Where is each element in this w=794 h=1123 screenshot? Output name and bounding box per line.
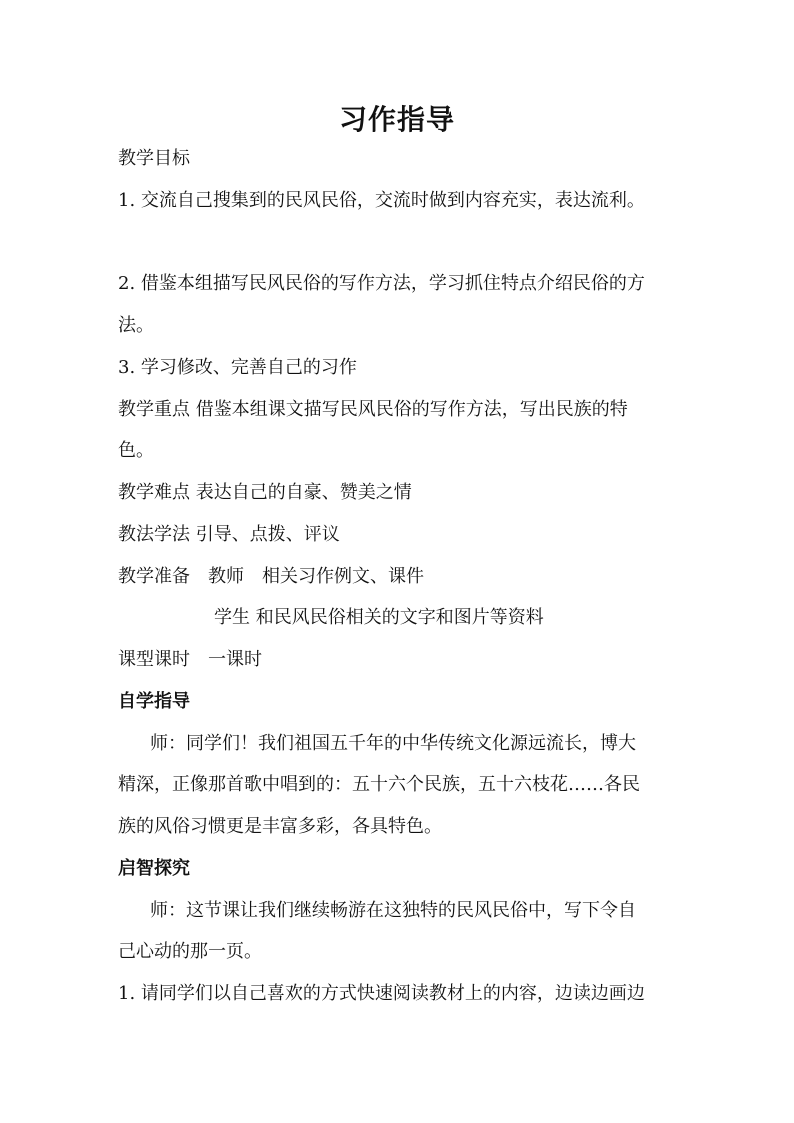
preparation-student-line: 学生 和民风民俗相关的文字和图片等资料	[214, 607, 544, 628]
key-points-line-1: 教学重点 借鉴本组课文描写民风民俗的写作方法，写出民族的特	[118, 399, 628, 420]
objective-item-1: 1. 交流自己搜集到的民风民俗，交流时做到内容充实，表达流利。	[118, 190, 645, 211]
self-study-para-line-3: 族的风俗习惯更是丰富多彩，各具特色。	[118, 816, 442, 837]
inquiry-para-line-2: 己心动的那一页。	[118, 941, 262, 962]
teacher-label: 教师	[208, 566, 244, 587]
lesson-type-value: 一课时	[208, 649, 262, 670]
methods-line: 教法学法 引导、点拨、评议	[118, 524, 340, 545]
key-points-line-2: 色。	[118, 440, 154, 461]
lesson-type-line	[118, 647, 262, 673]
inquiry-heading: 启智探究	[118, 858, 190, 879]
objective-item-2-line-1: 2. 借鉴本组描写民风民俗的写作方法，学习抓住特点介绍民俗的方	[118, 273, 645, 294]
inquiry-item-1: 1. 请同学们以自己喜欢的方式快速阅读教材上的内容，边读边画边	[118, 983, 645, 1004]
self-study-para-line-2: 精深，正像那首歌中唱到的：五十六个民族，五十六枝花……各民	[118, 774, 640, 795]
objective-item-3: 3. 学习修改、完善自己的习作	[118, 357, 357, 378]
preparation-label: 教学准备	[118, 566, 190, 587]
page-title: 习作指导	[338, 103, 455, 136]
preparation-line	[118, 564, 424, 590]
objectives-heading: 教学目标	[118, 148, 190, 169]
self-study-heading: 自学指导	[118, 691, 190, 712]
objective-item-2-line-2: 法。	[118, 315, 154, 336]
inquiry-para-line-1: 师：这节课让我们继续畅游在这独特的民风民俗中，写下令自	[150, 900, 636, 921]
teacher-items: 相关习作例文、课件	[262, 566, 424, 587]
difficulty-line: 教学难点 表达自己的自豪、赞美之情	[118, 482, 412, 503]
lesson-type-label: 课型课时	[118, 649, 190, 670]
self-study-para-line-1: 师：同学们！我们祖国五千年的中华传统文化源远流长，博大	[150, 733, 636, 754]
